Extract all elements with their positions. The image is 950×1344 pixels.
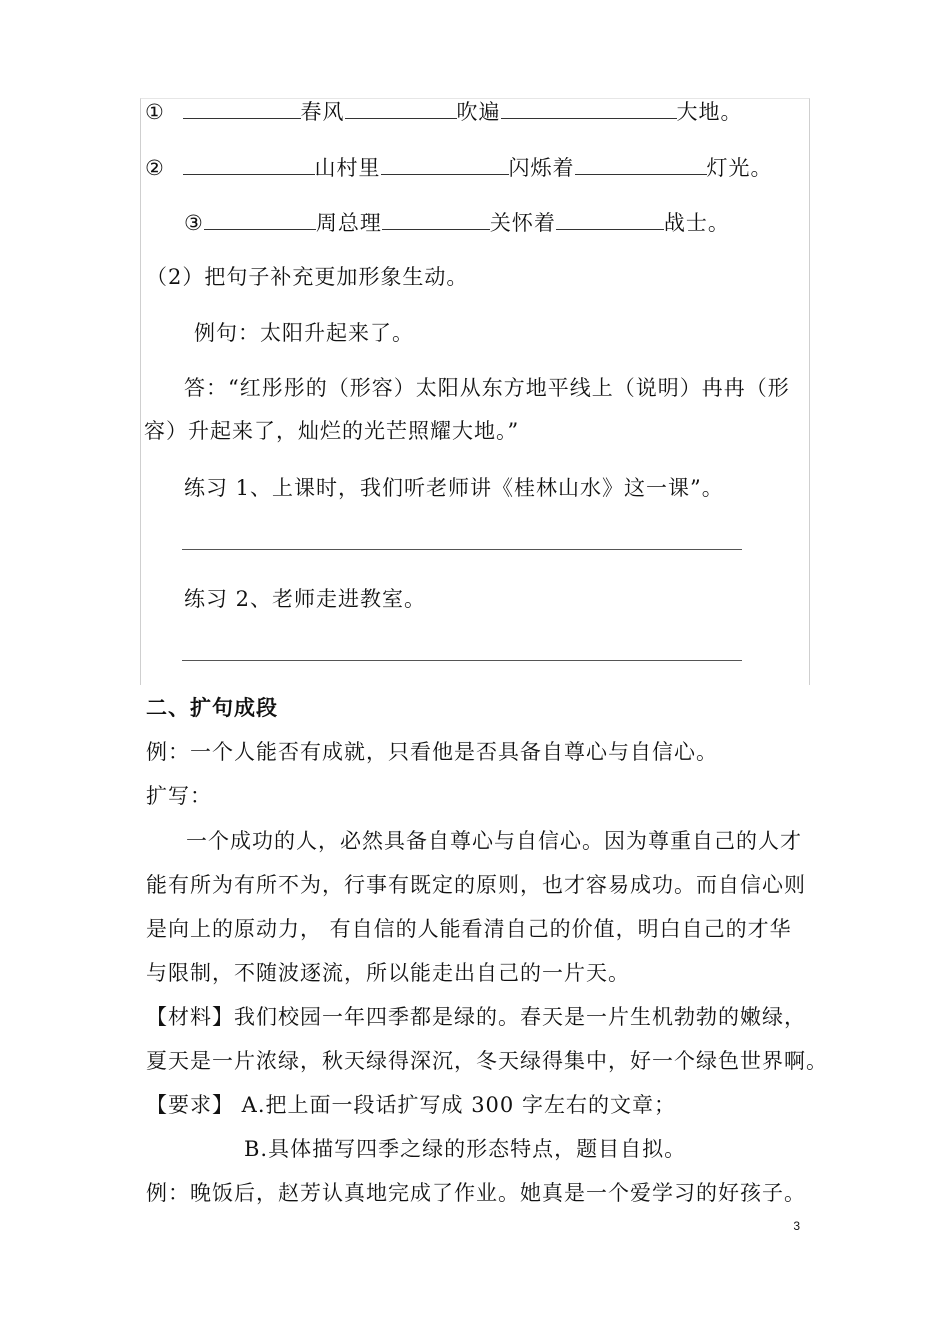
paragraph-line: 能有所为有所不为，行事有既定的原则，也才容易成功。而自信心则 [146, 873, 806, 897]
material-line: 【材料】我们校园一年四季都是绿的。春天是一片生机勃勃的嫩绿， [146, 1005, 806, 1029]
material-line: 夏天是一片浓绿，秋天绿得深沉，冬天绿得集中，好一个绿色世界啊。 [146, 1049, 828, 1073]
word: 周总理 [315, 211, 382, 235]
word: 山村里 [314, 156, 381, 180]
example-line-2: 例：晚饭后，赵芳认真地完成了作业。她真是一个爱学习的好孩子。 [146, 1181, 806, 1205]
word: 春风 [300, 100, 345, 124]
part2-heading: （2）把句子补充更加形象生动。 [146, 265, 469, 289]
blank[interactable] [501, 96, 677, 119]
blank[interactable] [204, 207, 316, 230]
word: 闪烁着 [508, 156, 575, 180]
fill-row-1 [145, 96, 743, 127]
fill-row-3 [184, 207, 730, 238]
requirement-b: B.具体描写四季之绿的形态特点，题目自拟。 [244, 1137, 687, 1161]
blank[interactable] [183, 152, 315, 175]
blank[interactable] [575, 152, 707, 175]
answer-line-2: 容）升起来了，灿烂的光芒照耀大地。” [144, 419, 520, 443]
row-number: ① [145, 100, 165, 124]
row-number: ② [145, 156, 165, 180]
blank[interactable] [556, 207, 664, 230]
paragraph-line: 与限制，不随波逐流，所以能走出自己的一片天。 [146, 961, 630, 985]
word: 战士。 [663, 211, 730, 235]
example-sentence: 例句：太阳升起来了。 [194, 321, 414, 345]
section-title: 二、扩句成段 [146, 696, 278, 720]
blank[interactable] [382, 207, 490, 230]
practice-2: 练习 2、老师走进教室。 [184, 587, 427, 611]
blank[interactable] [381, 152, 509, 175]
answer-line[interactable] [182, 660, 742, 661]
answer-line-1: 答：“红彤彤的（形容）太阳从东方地平线上（说明）冉冉（形 [184, 376, 790, 400]
answer-line[interactable] [182, 549, 742, 550]
blank[interactable] [183, 96, 301, 119]
word: 关怀着 [489, 211, 556, 235]
paragraph-line: 一个成功的人，必然具备自尊心与自信心。因为尊重自己的人才 [186, 829, 802, 853]
requirement-a: 【要求】 A.把上面一段话扩写成 300 字左右的文章； [146, 1093, 676, 1117]
word: 吹遍 [456, 100, 501, 124]
blank[interactable] [345, 96, 457, 119]
word: 灯光。 [706, 156, 773, 180]
fill-row-2 [145, 152, 773, 183]
row-number: ③ [184, 211, 204, 235]
practice-1: 练习 1、上课时，我们听老师讲《桂林山水》这一课”。 [184, 476, 724, 500]
paragraph-line: 是向上的原动力， 有自信的人能看清自己的价值，明白自己的才华 [146, 917, 792, 941]
word: 大地。 [676, 100, 743, 124]
page-number: 3 [793, 1219, 800, 1233]
expand-label: 扩写： [146, 784, 212, 808]
example-line: 例：一个人能否有成就，只看他是否具备自尊心与自信心。 [146, 740, 718, 764]
